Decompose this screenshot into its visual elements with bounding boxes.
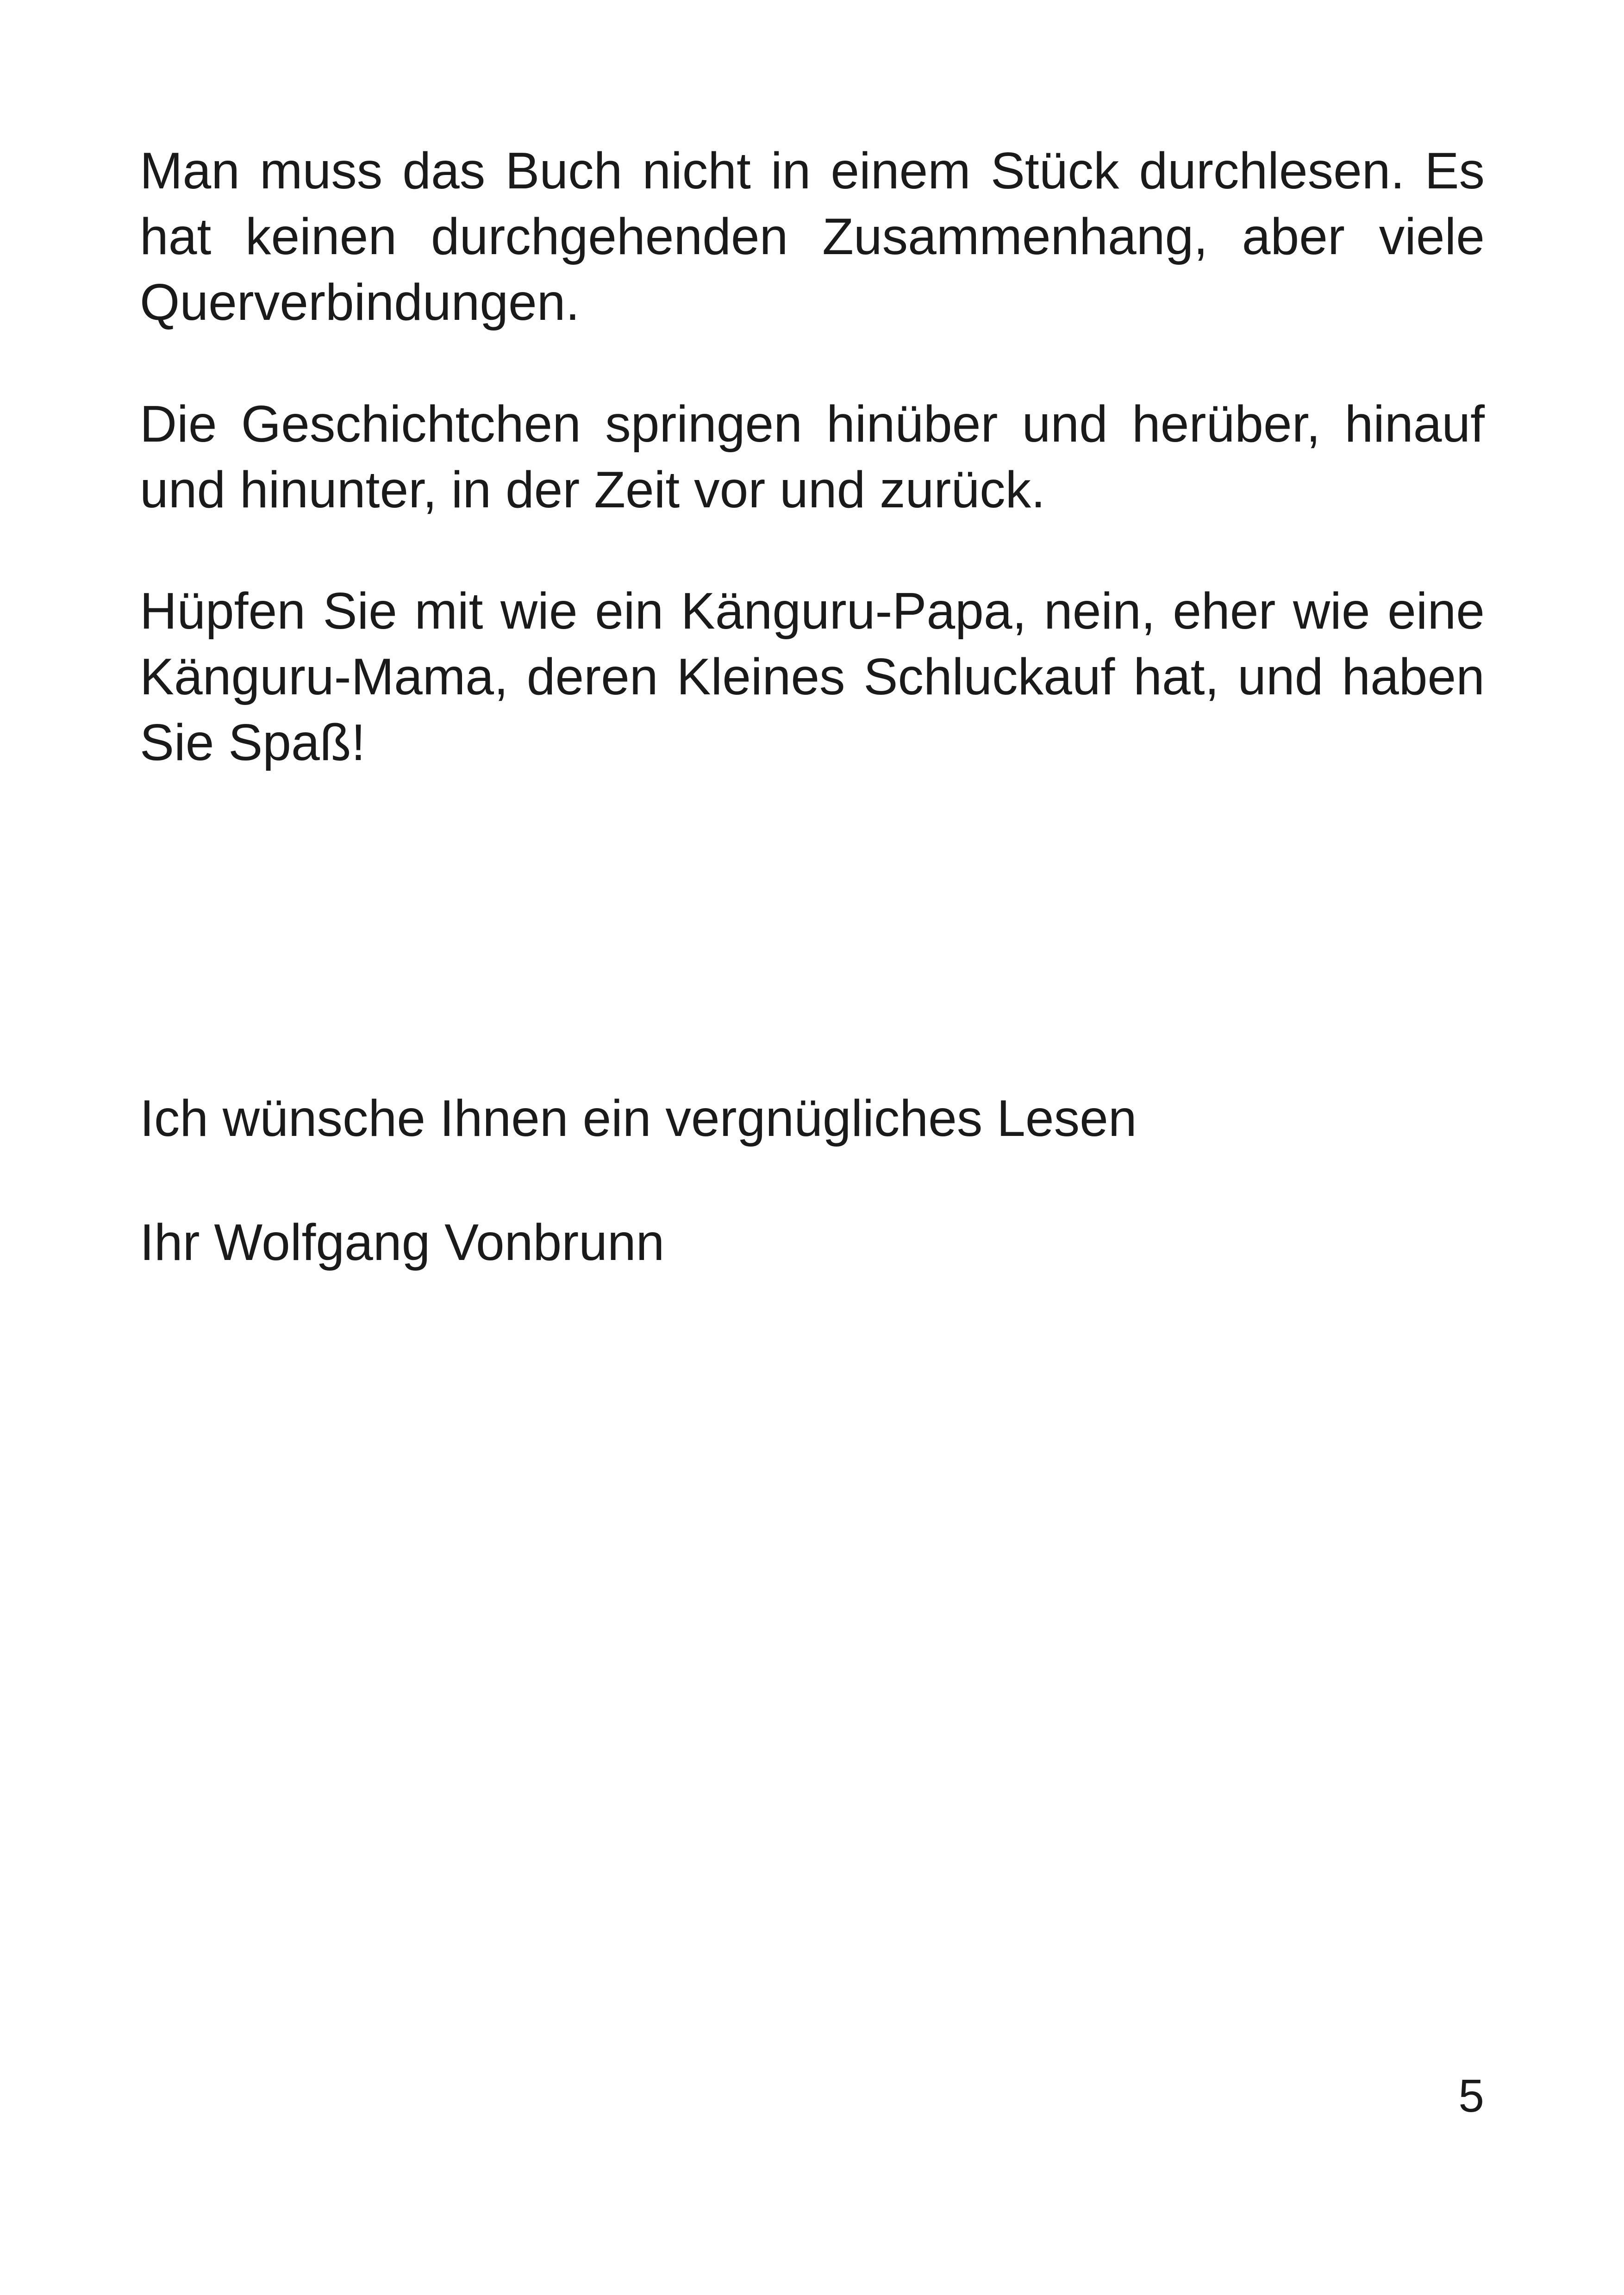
page-number: 5: [1458, 2070, 1484, 2122]
paragraph-reading-advice: Man muss das Buch nicht in einem Stück durchlesen. Es hat keinen durchgehenden Zusammenhang, aber viele Querverbindungen.: [140, 142, 1485, 331]
closing-greeting: Ich wünsche Ihnen ein vergnügliches Lesen: [140, 1090, 1137, 1147]
paragraph-stories-jumping: Die Geschichtchen springen hinüber und herüber, hinauf und hinunter, in der Zeit vor und zurück.: [140, 395, 1485, 518]
paragraph-kangaroo: Hüpfen Sie mit wie ein Känguru-Papa, nein, eher wie eine Känguru-Mama, deren Kleines Schluckauf hat, und haben Sie Spaß!: [140, 582, 1485, 771]
author-signature: Ihr Wolfgang Vonbrunn: [140, 1214, 665, 1271]
